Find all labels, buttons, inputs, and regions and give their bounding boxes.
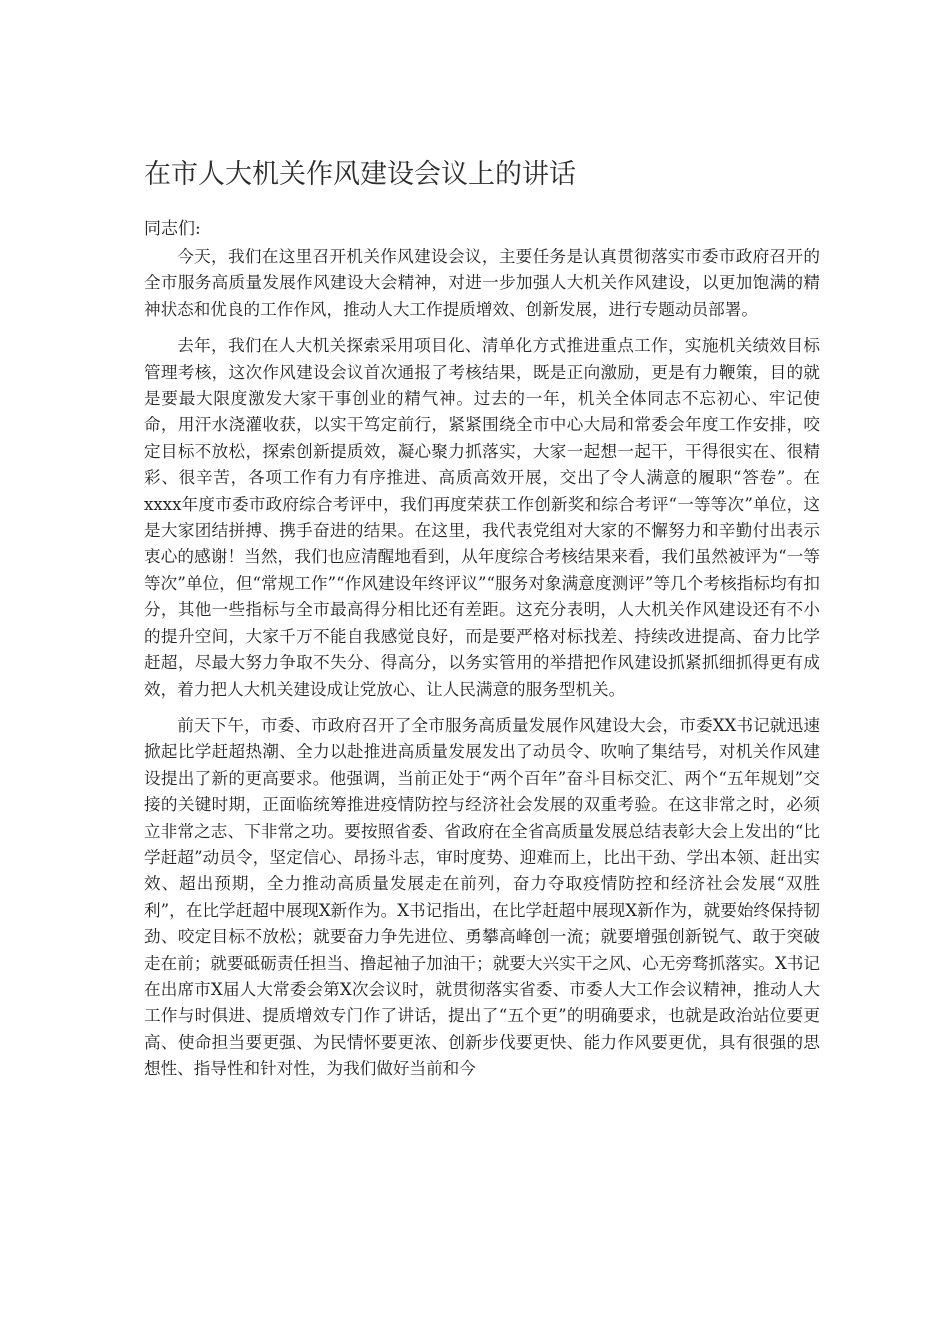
paragraph-2: 去年，我们在人大机关探索采用项目化、清单化方式推进重点工作，实施机关绩效目标管理考核，这次作风建设会议首次通报了考核结果，既是正向激励，更是有力鞭策，目的就是要最大限度激发大家干事创业的精气神。过去的一年，机关全体同志不忘初心、牢记使命，用汗水浇灌收获，以实干笃定前行，紧紧围绕全市中心大局和常委会年度工作安排，咬定目标不放松，探索创新提质效，凝心聚力抓落实，大家一起想一起干，干得很实在、很精彩、很辛苦，各项工作有力有序推进、高质高效开展，交出了令人满意的履职“答卷”。在xxxx年度市委市政府综合考评中，我们再度荣获工作创新奖和综合考评“一等等次”单位，这是大家团结拼搏、携手奋进的结果。在这里，我代表党组对大家的不懈努力和辛勤付出表示衷心的感谢！当然，我们也应清醒地看到，从年度综合考核结果来看，我们虽然被评为“一等等次”单位，但“常规工作”“作风建设年终评议”“服务对象满意度测评”等几个考核指标均有扣分，其他一些指标与全市最高得分相比还有差距。这充分表明，人大机关作风建设还有不小的提升空间，大家千万不能自我感觉良好，而是要严格对标找差、持续改进提高、奋力比学赶超，尽最大努力争取不失分、得高分，以务实管用的举措把作风建设抓紧抓细抓得更有成效，着力把人大机关建设成让党放心、让人民满意的服务型机关。 xyxy=(144,336,820,699)
paragraph-3: 前天下午，市委、市政府召开了全市服务高质量发展作风建设大会，市委XX书记就迅速掀起比学赶超热潮、全力以赴推进高质量发展发出了动员令、吹响了集结号，对机关作风建设提出了新的更高要求。他强调，当前正处于“两个百年”奋斗目标交汇、两个“五年规划”交接的关键时期，正面临统筹推进疫情防控与经济社会发展的双重考验。在这非常之时，必须立非常之志、下非常之功。要按照省委、省政府在全省高质量发展总结表彰大会上发出的“比学赶超”动员令，坚定信心、昂扬斗志，审时度势、迎难而上，比出干劲、学出本领、赶出实效、超出预期，全力推动高质量发展走在前列，奋力夺取疫情防控和经济社会发展“双胜利”，在比学赶超中展现X新作为。X书记指出，在比学赶超中展现X新作为，就要始终保持韧劲、咬定目标不放松；就要奋力争先进位、勇攀高峰创一流；就要增强创新锐气、敢于突破走在前；就要砥砺责任担当、撸起袖子加油干；就要大兴实干之风、心无旁骛抓落实。X书记在出席市X届人大常委会第X次会议时，就贯彻落实省委、市委人大工作会议精神，推动人大工作与时俱进、提质增效专门作了讲话，提出了“五个更”的明确要求，也就是政治站位要更高、使命担当要更强、为民情怀要更浓、创新步伐要更快、能力作风要更优，具有很强的思想性、指导性和针对性，为我们做好当前和今 xyxy=(144,715,820,1079)
document-body xyxy=(144,244,820,1093)
paragraph-1: 今天，我们在这里召开机关作风建设会议，主要任务是认真贯彻落实市委市政府召开的全市服务高质量发展作风建设大会精神，对进一步加强人大机关作风建设，以更加饱满的精神状态和优良的工作作风，推动人大工作提质增效、创新发展，进行专题动员部署。 xyxy=(144,247,820,319)
document-title: 在市人大机关作风建设会议上的讲话 xyxy=(144,159,576,190)
salutation: 同志们: xyxy=(144,219,201,239)
